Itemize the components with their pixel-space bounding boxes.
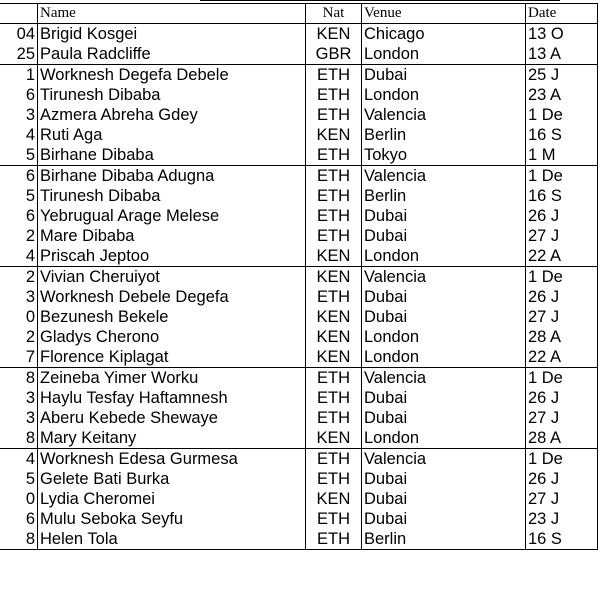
table-row (0, 489, 598, 509)
cell-venue: Valencia (362, 368, 526, 389)
cell-name: Worknesh Degefa Debele (38, 65, 306, 86)
cell-venue: Dubai (362, 509, 526, 529)
cell-venue: Dubai (362, 489, 526, 509)
cell-time: 8 (0, 428, 38, 449)
cell-date: 25 J (526, 65, 598, 86)
header-date: Date (526, 4, 598, 24)
cell-time: 2 (0, 226, 38, 246)
table-row (0, 246, 598, 267)
cell-venue: Berlin (362, 529, 526, 550)
table-row (0, 327, 598, 347)
cell-time: 2 (0, 327, 38, 347)
cell-name: Zeineba Yimer Worku (38, 368, 306, 389)
cell-time: 25 (0, 44, 38, 65)
cell-date: 27 J (526, 408, 598, 428)
cell-time: 8 (0, 529, 38, 550)
cell-date: 23 J (526, 509, 598, 529)
cell-nat: ETH (306, 408, 362, 428)
cell-nat: KEN (306, 24, 362, 45)
table-row (0, 287, 598, 307)
cell-time: 04 (0, 24, 38, 45)
cell-nat: KEN (306, 307, 362, 327)
header-venue: Venue (362, 4, 526, 24)
cell-time: 5 (0, 145, 38, 166)
cell-name: Gladys Cherono (38, 327, 306, 347)
cell-time: 8 (0, 368, 38, 389)
cell-venue: London (362, 44, 526, 65)
cell-name: Gelete Bati Burka (38, 469, 306, 489)
cell-nat: ETH (306, 105, 362, 125)
cell-date: 22 A (526, 246, 598, 267)
cell-date: 27 J (526, 307, 598, 327)
table-row (0, 145, 598, 166)
cell-nat: KEN (306, 347, 362, 368)
cell-date: 28 A (526, 327, 598, 347)
cell-venue: London (362, 428, 526, 449)
cell-nat: ETH (306, 85, 362, 105)
cell-venue: Dubai (362, 469, 526, 489)
table-row (0, 347, 598, 368)
cell-name: Paula Radcliffe (38, 44, 306, 65)
table-row (0, 307, 598, 327)
cell-date: 16 S (526, 125, 598, 145)
cell-date: 1 De (526, 267, 598, 288)
cell-date: 26 J (526, 287, 598, 307)
cell-name: Yebrugual Arage Melese (38, 206, 306, 226)
cell-venue: Valencia (362, 449, 526, 470)
cell-venue: Chicago (362, 24, 526, 45)
cell-time: 3 (0, 408, 38, 428)
cell-venue: Dubai (362, 287, 526, 307)
cell-name: Birhane Dibaba Adugna (38, 166, 306, 187)
cell-nat: ETH (306, 509, 362, 529)
header-nat: Nat (306, 4, 362, 24)
cell-name: Worknesh Edesa Gurmesa (38, 449, 306, 470)
cell-name: Mare Dibaba (38, 226, 306, 246)
cell-date: 1 De (526, 105, 598, 125)
header-name: Name (38, 4, 306, 24)
cell-time: 4 (0, 449, 38, 470)
cell-date: 27 J (526, 226, 598, 246)
cell-name: Florence Kiplagat (38, 347, 306, 368)
table-row (0, 428, 598, 449)
cell-venue: Valencia (362, 105, 526, 125)
cell-venue: London (362, 327, 526, 347)
cell-time: 4 (0, 246, 38, 267)
cell-venue: Berlin (362, 186, 526, 206)
cell-venue: London (362, 246, 526, 267)
cell-nat: ETH (306, 469, 362, 489)
cell-name: Lydia Cheromei (38, 489, 306, 509)
cell-name: Aberu Kebede Shewaye (38, 408, 306, 428)
cell-name: Tirunesh Dibaba (38, 85, 306, 105)
cell-venue: Dubai (362, 388, 526, 408)
cell-date: 13 O (526, 24, 598, 45)
table-row (0, 65, 598, 86)
table-row (0, 449, 598, 470)
cell-nat: KEN (306, 428, 362, 449)
cell-nat: ETH (306, 186, 362, 206)
top-rule (200, 0, 560, 1)
cell-date: 27 J (526, 489, 598, 509)
cell-time: 6 (0, 206, 38, 226)
cell-time: 1 (0, 65, 38, 86)
cell-time: 6 (0, 166, 38, 187)
cell-name: Brigid Kosgei (38, 24, 306, 45)
cell-nat: ETH (306, 226, 362, 246)
table-row (0, 24, 598, 45)
cell-name: Azmera Abreha Gdey (38, 105, 306, 125)
cell-date: 1 De (526, 368, 598, 389)
cell-nat: ETH (306, 65, 362, 86)
table-row (0, 105, 598, 125)
cell-time: 6 (0, 509, 38, 529)
table-row (0, 125, 598, 145)
table-row (0, 388, 598, 408)
cell-venue: Dubai (362, 408, 526, 428)
results-table (0, 3, 598, 550)
table-row (0, 267, 598, 288)
table-row (0, 44, 598, 65)
cell-date: 26 J (526, 388, 598, 408)
cell-time: 6 (0, 85, 38, 105)
cell-venue: Dubai (362, 307, 526, 327)
cell-date: 1 M (526, 145, 598, 166)
cell-name: Priscah Jeptoo (38, 246, 306, 267)
cell-nat: ETH (306, 287, 362, 307)
cell-venue: Dubai (362, 226, 526, 246)
cell-time: 2 (0, 267, 38, 288)
cell-nat: ETH (306, 368, 362, 389)
cell-time: 5 (0, 469, 38, 489)
cell-time: 0 (0, 489, 38, 509)
table-row (0, 368, 598, 389)
table-row (0, 529, 598, 550)
table-row (0, 206, 598, 226)
cell-nat: ETH (306, 166, 362, 187)
cell-venue: Berlin (362, 125, 526, 145)
cell-nat: KEN (306, 327, 362, 347)
table-row (0, 85, 598, 105)
table-row (0, 469, 598, 489)
cell-venue: Tokyo (362, 145, 526, 166)
cell-name: Haylu Tesfay Haftamnesh (38, 388, 306, 408)
cell-date: 26 J (526, 469, 598, 489)
cell-nat: KEN (306, 125, 362, 145)
cell-date: 26 J (526, 206, 598, 226)
cell-name: Tirunesh Dibaba (38, 186, 306, 206)
cell-venue: London (362, 85, 526, 105)
cell-name: Helen Tola (38, 529, 306, 550)
cell-nat: KEN (306, 246, 362, 267)
cell-date: 22 A (526, 347, 598, 368)
cell-nat: ETH (306, 206, 362, 226)
cell-nat: GBR (306, 44, 362, 65)
cell-name: Birhane Dibaba (38, 145, 306, 166)
table-body (0, 24, 598, 550)
cell-name: Worknesh Debele Degefa (38, 287, 306, 307)
cell-date: 28 A (526, 428, 598, 449)
cell-nat: KEN (306, 267, 362, 288)
cell-name: Ruti Aga (38, 125, 306, 145)
cell-name: Mulu Seboka Seyfu (38, 509, 306, 529)
cell-date: 1 De (526, 449, 598, 470)
cell-time: 3 (0, 105, 38, 125)
cell-date: 16 S (526, 186, 598, 206)
cell-time: 3 (0, 388, 38, 408)
cell-venue: Valencia (362, 267, 526, 288)
header-time (0, 4, 38, 24)
cell-time: 4 (0, 125, 38, 145)
cell-date: 13 A (526, 44, 598, 65)
cell-venue: London (362, 347, 526, 368)
cell-date: 1 De (526, 166, 598, 187)
cell-time: 7 (0, 347, 38, 368)
cell-time: 3 (0, 287, 38, 307)
cell-date: 23 A (526, 85, 598, 105)
table-row (0, 166, 598, 187)
cell-date: 16 S (526, 529, 598, 550)
cell-nat: ETH (306, 388, 362, 408)
cell-nat: ETH (306, 145, 362, 166)
cell-time: 5 (0, 186, 38, 206)
header-row (0, 4, 598, 24)
table-row (0, 226, 598, 246)
cell-venue: Dubai (362, 206, 526, 226)
cell-venue: Valencia (362, 166, 526, 187)
cell-name: Bezunesh Bekele (38, 307, 306, 327)
cell-time: 0 (0, 307, 38, 327)
table-row (0, 509, 598, 529)
cell-nat: ETH (306, 449, 362, 470)
cell-venue: Dubai (362, 65, 526, 86)
cell-name: Vivian Cheruiyot (38, 267, 306, 288)
table-row (0, 186, 598, 206)
cell-name: Mary Keitany (38, 428, 306, 449)
cell-nat: ETH (306, 529, 362, 550)
table-row (0, 408, 598, 428)
cell-nat: KEN (306, 489, 362, 509)
